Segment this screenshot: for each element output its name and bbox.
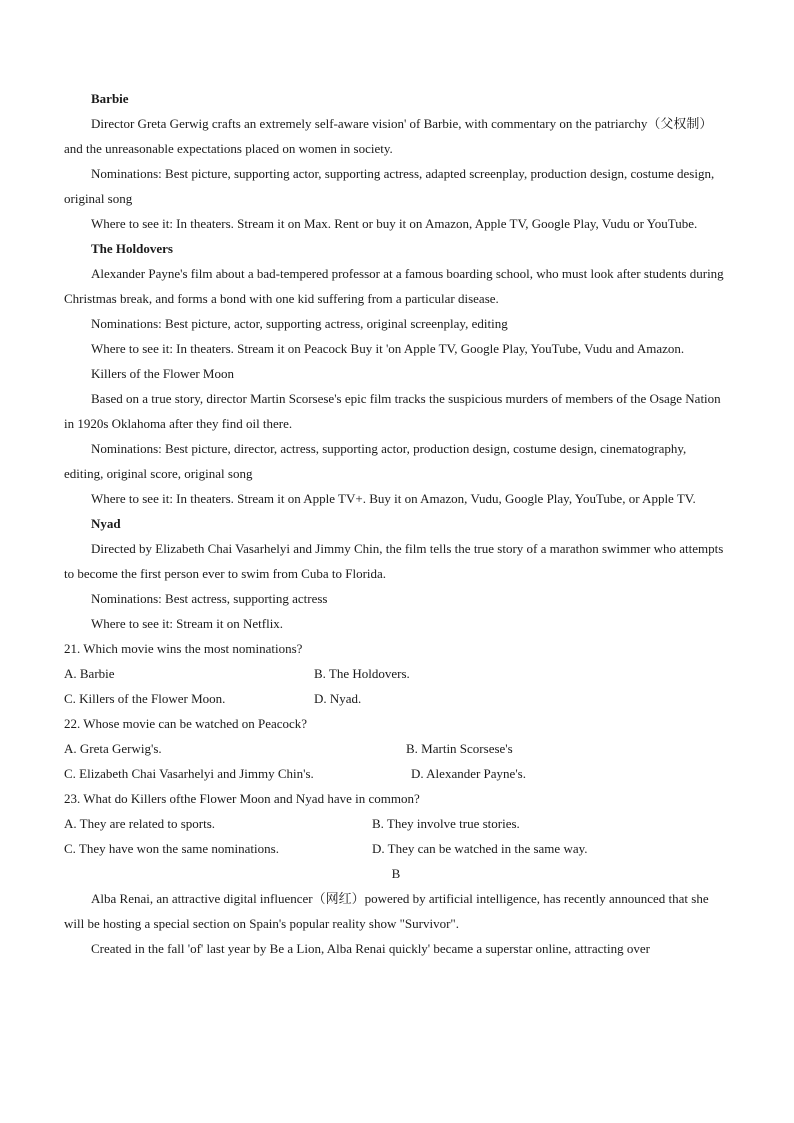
part-b-paragraph-2: Created in the fall 'of' last year by Be a Lion, Alba Renai quickly' became a superstar online, attracting over: [91, 941, 650, 956]
holdovers-nominations: Nominations: Best picture, actor, supporting actress, original screenplay, editing: [91, 316, 508, 331]
question-22-option-d: D. Alexander Payne's.: [411, 766, 526, 781]
nyad-title: Nyad: [91, 516, 121, 531]
question-21-stem: 21. Which movie wins the most nominations?: [64, 641, 303, 656]
holdovers-where: Where to see it: In theaters. Stream it on Peacock Buy it 'on Apple TV, Google Play, YouTube, Vudu and Amazon.: [91, 341, 685, 356]
question-21-option-b: B. The Holdovers.: [314, 666, 410, 681]
question-23-options-row-1: [64, 811, 728, 836]
barbie-nominations: Nominations: Best picture, supporting actor, supporting actress, adapted screenplay, production design, costume design, original song: [64, 166, 715, 206]
question-22-option-c: C. Elizabeth Chai Vasarhelyi and Jimmy Chin's.: [64, 766, 314, 781]
holdovers-description: Alexander Payne's film about a bad-tempered professor at a famous boarding school, who must look after students during Christmas break, and forms a bond with one kid suffering from a particular disease.: [64, 266, 724, 306]
question-21-options-row-1: [64, 661, 728, 686]
question-22-option-b: B. Martin Scorsese's: [406, 741, 513, 756]
barbie-description: Director Greta Gerwig crafts an extremely self-aware vision' of Barbie, with commentary on the patriarchy（父权制）and the unreasonable expectations placed on women in society.: [64, 116, 713, 156]
killers-description: Based on a true story, director Martin Scorsese's epic film tracks the suspicious murders of members of the Osage Nation in 1920s Oklahoma after they find oil there.: [64, 391, 721, 431]
barbie-where: Where to see it: In theaters. Stream it on Max. Rent or buy it on Amazon, Apple TV, Google Play, Vudu or YouTube.: [91, 216, 698, 231]
question-22-options-row-1: [64, 736, 728, 761]
question-22-options-row-2: [64, 761, 728, 786]
barbie-title: Barbie: [91, 91, 129, 106]
part-b-label: B: [391, 866, 401, 881]
question-21-options-row-2: [64, 686, 728, 711]
document-page: [64, 86, 728, 961]
question-21-option-d: D. Nyad.: [314, 691, 362, 706]
question-21-option-c: C. Killers of the Flower Moon.: [64, 691, 226, 706]
part-b-paragraph-1: Alba Renai, an attractive digital influencer（网红）powered by artificial intelligence, has recently announced that she will be hosting a special section on Spain's popular reality show "Survivor".: [64, 891, 709, 931]
question-23-option-b: B. They involve true stories.: [372, 816, 520, 831]
holdovers-title: The Holdovers: [91, 241, 173, 256]
killers-title: Killers of the Flower Moon: [91, 366, 234, 381]
question-21-option-a: A. Barbie: [64, 666, 115, 681]
question-22-option-a: A. Greta Gerwig's.: [64, 741, 162, 756]
question-23-option-a: A. They are related to sports.: [64, 816, 216, 831]
question-22-stem: 22. Whose movie can be watched on Peacock?: [64, 716, 308, 731]
nyad-description: Directed by Elizabeth Chai Vasarhelyi and Jimmy Chin, the film tells the true story of a marathon swimmer who attempts to become the first person ever to swim from Cuba to Florida.: [64, 541, 724, 581]
killers-nominations: Nominations: Best picture, director, actress, supporting actor, production design, costume design, cinematography, editing, original score, original song: [64, 441, 687, 481]
nyad-where: Where to see it: Stream it on Netflix.: [91, 616, 284, 631]
question-23-option-c: C. They have won the same nominations.: [64, 841, 279, 856]
question-23-options-row-2: [64, 836, 728, 861]
question-23-stem: 23. What do Killers ofthe Flower Moon and Nyad have in common?: [64, 791, 420, 806]
question-23-option-d: D. They can be watched in the same way.: [372, 841, 588, 856]
killers-where: Where to see it: In theaters. Stream it on Apple TV+. Buy it on Amazon, Vudu, Google Play, YouTube, or Apple TV.: [91, 491, 696, 506]
nyad-nominations: Nominations: Best actress, supporting actress: [91, 591, 328, 606]
